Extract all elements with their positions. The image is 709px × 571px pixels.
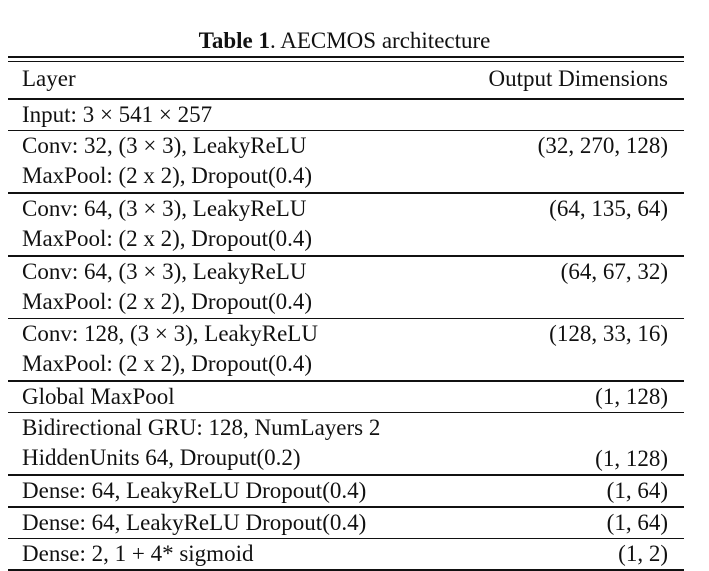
layer-cell-line2: MaxPool: (2 x 2), Dropout(0.4) — [22, 225, 313, 251]
layer-cell: Global MaxPool — [22, 383, 175, 409]
layer-cell-line1: Bidirectional GRU: 128, NumLayers 2 — [22, 415, 381, 441]
layer-cell-line1: Conv: 64, (3 × 3), LeakyReLU — [22, 258, 307, 284]
table-caption-text: . AECMOS architecture — [270, 28, 491, 53]
table-row — [8, 508, 684, 538]
header-layer: Layer — [22, 66, 76, 92]
output-cell: (1, 128) — [595, 383, 668, 409]
layer-cell-line1: Conv: 128, (3 × 3), LeakyReLU — [22, 321, 318, 347]
layer-cell-line1: Conv: 64, (3 × 3), LeakyReLU — [22, 195, 307, 221]
output-cell: (32, 270, 128) — [537, 133, 668, 159]
output-cell: (1, 64) — [606, 477, 668, 503]
table-row — [8, 257, 684, 318]
table-header-row — [8, 62, 684, 98]
layer-cell: Input: 3 × 541 × 257 — [22, 101, 213, 127]
layer-cell-line2: MaxPool: (2 x 2), Dropout(0.4) — [22, 288, 313, 314]
table-row — [8, 382, 684, 412]
layer-cell: Dense: 64, LeakyReLU Dropout(0.4) — [22, 509, 367, 535]
table-caption — [0, 27, 689, 55]
layer-cell-line2: HiddenUnits 64, Drouput(0.2) — [22, 445, 301, 471]
output-cell: (1, 128) — [595, 446, 668, 472]
table-row — [8, 100, 684, 130]
output-cell: (64, 135, 64) — [549, 195, 668, 221]
layer-cell: Dense: 64, LeakyReLU Dropout(0.4) — [22, 477, 367, 503]
layer-cell-line2: MaxPool: (2 x 2), Dropout(0.4) — [22, 351, 313, 377]
output-cell: (1, 64) — [606, 509, 668, 535]
table-caption-label: Table 1 — [198, 28, 270, 53]
table-row — [8, 319, 684, 380]
layer-cell-line2: MaxPool: (2 x 2), Dropout(0.4) — [22, 163, 313, 189]
architecture-table — [8, 56, 684, 571]
table-row — [8, 539, 684, 569]
table-row — [8, 476, 684, 506]
table-row — [8, 194, 684, 255]
output-cell: (1, 2) — [618, 541, 668, 567]
header-output-dimensions: Output Dimensions — [488, 66, 668, 92]
output-cell: (64, 67, 32) — [560, 258, 668, 284]
output-cell: (128, 33, 16) — [549, 321, 668, 347]
table-row — [8, 131, 684, 192]
layer-cell: Dense: 2, 1 + 4* sigmoid — [22, 541, 254, 567]
layer-cell-line1: Conv: 32, (3 × 3), LeakyReLU — [22, 133, 307, 159]
table-row — [8, 413, 684, 474]
